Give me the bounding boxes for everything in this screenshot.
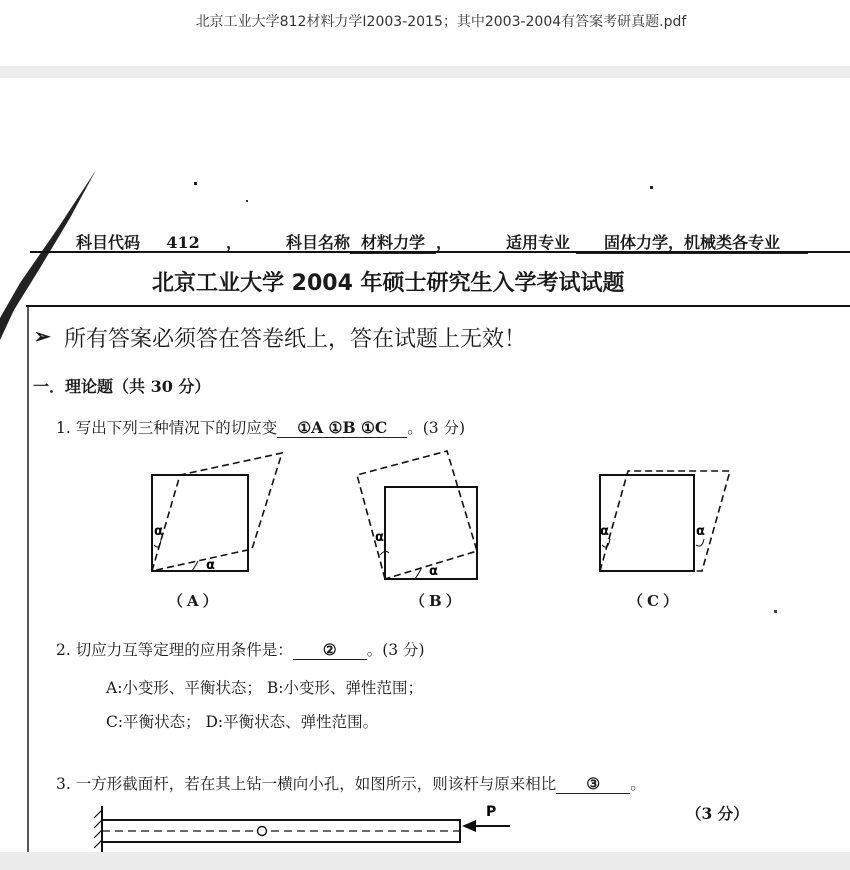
angle-arc-b2 [415, 569, 421, 579]
figure-c [600, 471, 730, 571]
caption-c: （C） [628, 592, 682, 610]
q3-end: 。 [630, 775, 646, 793]
q1-answer: ①A ①B ①C [277, 418, 407, 438]
q2-points: 。(3 分) [366, 641, 425, 659]
q3-bar-figure [90, 800, 530, 852]
pdf-page [0, 78, 850, 852]
alpha-label: α [206, 558, 215, 573]
question-1 [56, 416, 465, 438]
notice-arrow-icon: ➢ [34, 324, 51, 348]
sheared-shape-a [152, 453, 282, 571]
q2-options-line-2: C:平衡状态； D:平衡状态、弹性范围。 [106, 713, 379, 731]
sheared-shape-b [357, 451, 477, 579]
sheared-shape-c [600, 471, 730, 571]
drilled-hole [258, 827, 267, 836]
exam-code-field [76, 230, 242, 253]
wall-hatching [94, 810, 102, 848]
code-label: 科目代码 [76, 233, 141, 252]
question-2 [56, 638, 425, 660]
q1-figures [130, 443, 750, 593]
q3-text: 3. 一方形截面杆，若在其上钻一横向小孔，如图所示，则该杆与原来相比 [56, 775, 557, 793]
alpha-label: α [375, 530, 384, 545]
major-value: 固体力学，机械类各专业 [576, 230, 808, 254]
force-arrow-head [462, 820, 476, 832]
scan-speck [650, 186, 653, 189]
caption-a: （A） [168, 592, 222, 610]
toolbar-separator [0, 66, 850, 78]
alpha-label: α [429, 564, 438, 579]
viewer-bottom-bar [0, 852, 850, 870]
q3-points: （3 分） [686, 804, 749, 823]
force-label: P [486, 804, 497, 820]
exam-subject-field [286, 230, 452, 254]
section-heading: 一．理论题（共 30 分） [33, 377, 211, 396]
q2-answer: ② [293, 640, 367, 660]
alpha-label: α [154, 524, 163, 539]
caption-b: （B） [410, 592, 465, 610]
q2-options-line-1: A:小变形、平衡状态； B:小变形、弹性范围； [106, 679, 423, 697]
q1-text: 1. 写出下列三种情况下的切应变 [56, 419, 278, 437]
subject-sep: ， [436, 233, 453, 252]
scan-speck [246, 200, 248, 202]
figure-a [152, 453, 282, 573]
exam-major-field [506, 230, 808, 254]
exam-main-title: 北京工业大学 2004 年硕士研究生入学考试试题 [152, 271, 625, 296]
exam-notice: 所有答案必须答在答卷纸上，答在试题上无效！ [64, 327, 527, 352]
figure-b [357, 451, 477, 579]
code-value: 412 [140, 233, 226, 253]
alpha-label: α [696, 524, 705, 539]
viewer-title-bar [0, 0, 850, 66]
question-3 [56, 772, 646, 794]
alpha-label: α [600, 524, 609, 539]
subject-value: 材料力学 [350, 230, 436, 254]
angle-arc-c1 [602, 539, 610, 547]
scan-shadow-corner [0, 170, 96, 340]
q1-points: 。(3 分) [407, 419, 466, 437]
scan-speck [774, 610, 777, 613]
file-title: 北京工业大学812材料力学I2003-2015；其中2003-2004有答案考研真题.pdf [195, 14, 687, 30]
scan-speck [194, 182, 197, 185]
angle-arc-c2 [696, 539, 704, 546]
q2-text: 2. 切应力互等定理的应用条件是： [56, 641, 293, 659]
subject-label: 科目名称 [286, 233, 351, 252]
major-label: 适用专业 [506, 233, 571, 252]
code-sep: ， [226, 233, 243, 252]
q3-answer: ③ [556, 774, 630, 794]
